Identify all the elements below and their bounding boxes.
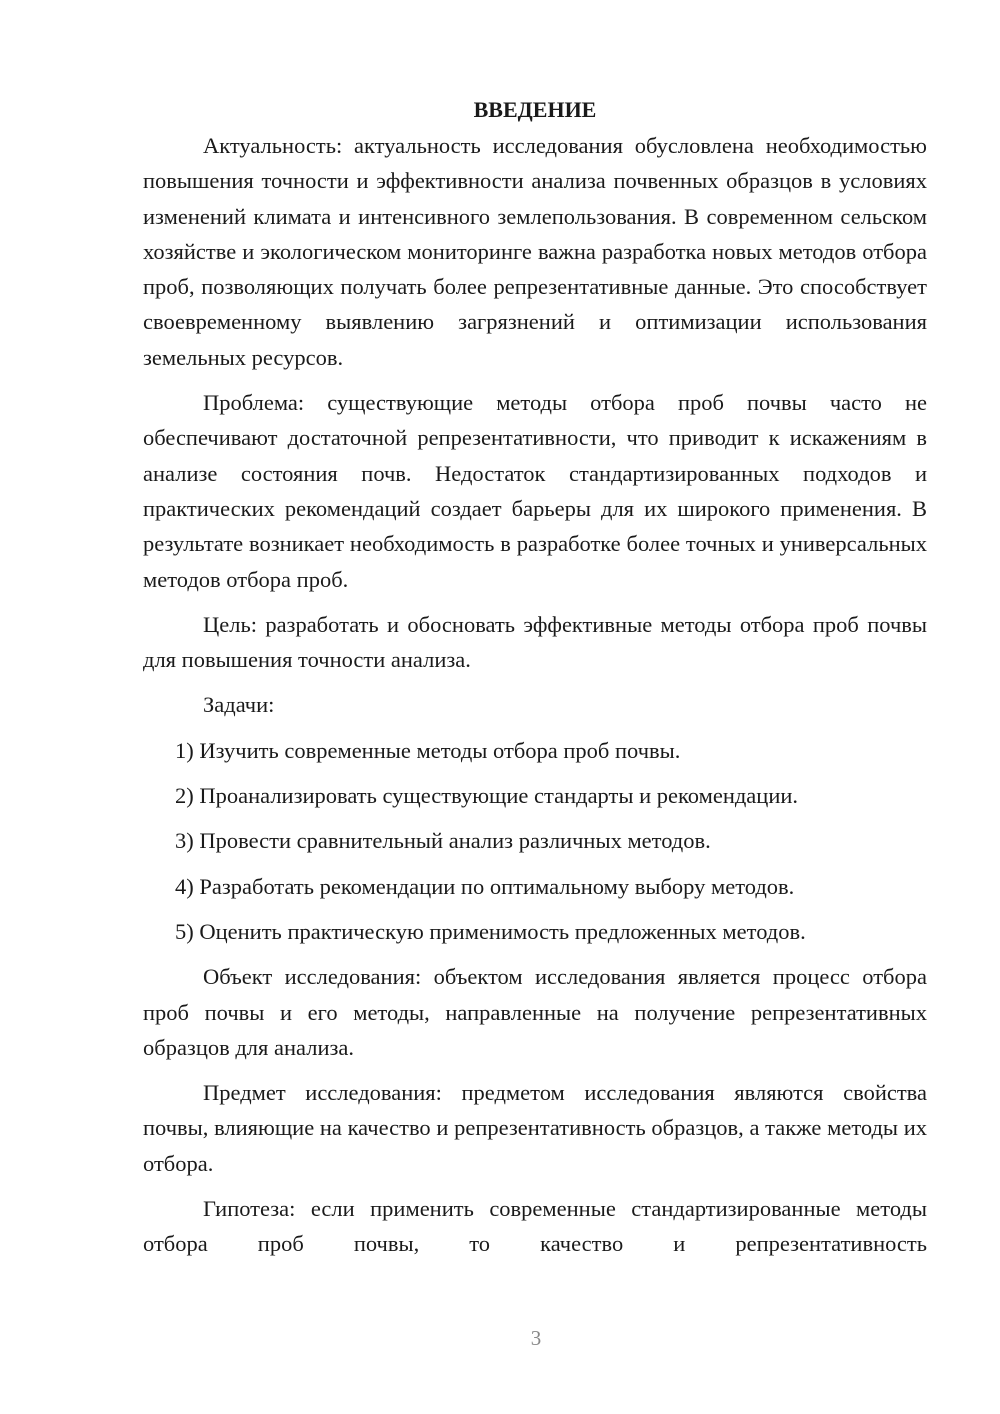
list-item: 5) Оценить практическую применимость предложенных методов. [175, 918, 806, 944]
page-number: 3 [530, 1326, 542, 1350]
list-item: 1) Изучить современные методы отбора проб почвы. [175, 737, 681, 763]
list-item: 2) Проанализировать существующие стандарты и рекомендации. [175, 783, 799, 809]
list-item: 3) Провести сравнительный анализ различных методов. [175, 828, 711, 854]
paragraph-hypothesis: Гипотеза: если применить современные стандартизированные методы отбора проб почвы, то качество и репрезентативность [143, 1196, 927, 1257]
paragraph-relevance: Актуальность: актуальность исследования обусловлена необходимостью повышения точности и эффективности анализа почвенных образцов в условиях изменений климата и интенсивного землепользования. В современном сельском хозяйстве и экологическом мониторинге важна разработка новых методов отбора проб, позволяющих получать более репрезентативные данные. Это способствует своевременному выявлению загрязнений и оптимизации использования земельных ресурсов. [143, 133, 927, 370]
task-list [143, 733, 927, 949]
list-item: 4) Разработать рекомендации по оптимальному выбору методов. [175, 873, 795, 899]
page-content [143, 92, 927, 1272]
paragraph-goal: Цель: разработать и обосновать эффективные методы отбора проб почвы для повышения точности анализа. [143, 611, 927, 673]
paragraph-object: Объект исследования: объектом исследования является процесс отбора проб почвы и его методы, направленные на получение репрезентативных образцов для анализа. [143, 964, 927, 1060]
paragraph-subject: Предмет исследования: предметом исследования являются свойства почвы, влияющие на качество и репрезентативность образцов, а также методы их отбора. [143, 1080, 927, 1176]
tasks-heading: Задачи: [203, 692, 275, 718]
paragraph-problem: Проблема: существующие методы отбора проб почвы часто не обеспечивают достаточной репрезентативности, что приводит к искажениям в анализе состояния почв. Недостаток стандартизированных подходов и практических рекомендаций создает барьеры для их широкого применения. В результате возникает необходимость в разработке более точных и универсальных методов отбора проб. [143, 390, 927, 592]
page-title: ВВЕДЕНИЕ [473, 97, 597, 122]
